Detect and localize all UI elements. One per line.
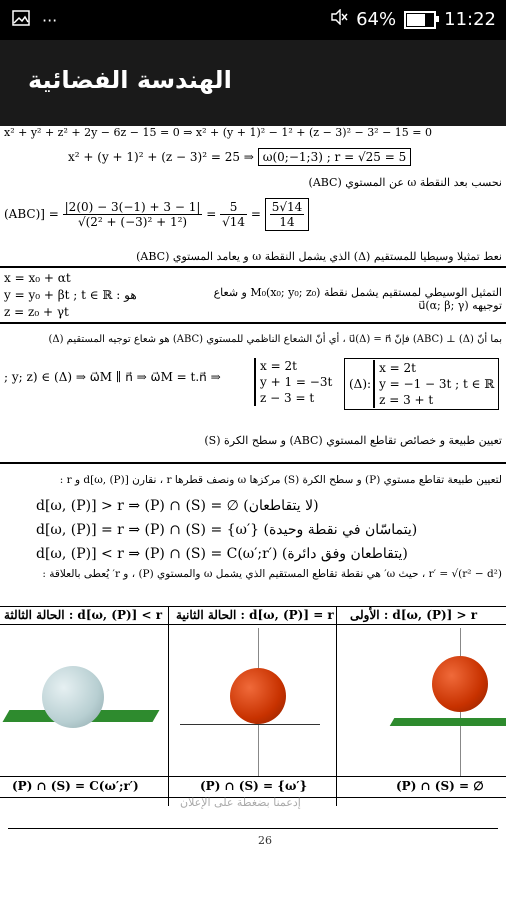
- case-3-heading: الحالة الثالثة : d[ω, (P)] < r: [4, 608, 163, 622]
- mute-icon: [330, 9, 348, 30]
- distance-text: نحسب بعد النقطة ω عن المستوي (ABC): [308, 176, 502, 189]
- eq-line-2-text: x² + (y + 1)² + (z − 3)² = 25 ⇒: [68, 150, 254, 164]
- case-2-heading: الحالة الثانية : d[ω, (P)] = r: [176, 608, 334, 622]
- divider: [0, 266, 506, 268]
- sphere-case-1: [432, 656, 488, 712]
- case-1-result: (P) ∩ (S) = ∅: [396, 779, 484, 793]
- sys2-x: x = 2t: [379, 361, 416, 375]
- divider: [0, 322, 506, 324]
- sys1-y: y + 1 = −3t: [260, 375, 333, 389]
- distance-den: √(2² + (−3)² + 1²): [77, 215, 188, 229]
- distance-fraction: [63, 200, 203, 229]
- case-bullet-2: d[ω, (P)] = r ⇒ (P) ∩ (S) = {ω′} (يتماسّان في نقطة وحيدة): [36, 522, 418, 538]
- battery-percent: 64%: [356, 9, 397, 30]
- intersection-intro: لتعيين طبيعة تقاطع مستوي (P) و سطح الكرة (S) مركزها ω ونصف قطرها r ، نقارن d[ω, (P)] و r :: [59, 474, 502, 486]
- sys1-x: x = 2t: [260, 359, 297, 373]
- plane-case-1: [390, 718, 506, 726]
- distance-den-2: √14: [222, 215, 246, 229]
- param-z: z = z₀ + γt: [4, 305, 69, 319]
- orthogonal-text: بما أنّ (Δ) ⊥ (ABC) فإنّ u⃗(Δ) = n⃗ ، أي أنّ الشعاع الناظمي للمستوي (ABC) هو شعاع توجيه المستقيم (Δ): [48, 334, 502, 345]
- distance-formula: [4, 198, 309, 231]
- figure-foot-border: [0, 776, 506, 777]
- param-x: x = x₀ + αt: [4, 271, 71, 285]
- line-system-result: [344, 358, 499, 410]
- case-bullet-3: d[ω, (P)] < r ⇒ (P) ∩ (S) = C(ω′;r′) (يتقاطعان وفق دائرة): [36, 546, 408, 562]
- divider: [0, 462, 506, 464]
- more-icon: ···: [42, 10, 58, 30]
- case-1-heading: الأولى : d[ω, (P)] > r: [350, 608, 478, 622]
- status-bar: [0, 0, 506, 40]
- ad-banner-text[interactable]: إدعمنا بضغطة على الإعلان: [180, 796, 301, 809]
- page-footer-rule: [8, 828, 498, 829]
- eq-line-2-result: ω(0;−1;3) ; r = √25 = 5: [258, 148, 412, 166]
- sys2-z: z = 3 + t: [379, 393, 434, 407]
- distance-result-den: 14: [279, 215, 295, 229]
- app-bar: [0, 40, 506, 126]
- line-derivation: ; y; z) ∈ (Δ) ⇒ ω⃗M ∥ n⃗ ⇒ ω⃗M = t.n⃗ ⇒: [4, 370, 221, 384]
- cases-figure: [0, 606, 506, 806]
- intersection-title: تعيين طبيعة و خصائص تقاطع المستوي (ABC) و سطح الكرة (S): [204, 434, 502, 447]
- distance-result-num: 5√14: [271, 200, 303, 214]
- sys2-y: y = −1 − 3t ; t ∈ ℝ: [379, 377, 495, 391]
- distance-result: [265, 198, 310, 231]
- plane-case-2: [180, 724, 320, 725]
- distance-lhs: (ABC)] =: [4, 207, 59, 221]
- figure-head-border: [0, 624, 506, 625]
- clock: 11:22: [444, 9, 496, 30]
- radius-formula: r′ = √(r² − d²) ، حيث ω′ هي نقطة تقاطع المستقيم الذي يشمل ω والمستوي (P) ، و r′ يُعطى بالعلاقة :: [42, 568, 502, 580]
- figure-top-border: [0, 606, 506, 607]
- distance-num: |2(0) − 3(−1) + 3 − 1|: [64, 200, 201, 214]
- document-page[interactable]: [0, 126, 506, 900]
- page-title: الهندسة الفضائية: [28, 66, 232, 94]
- distance-num-2: 5: [220, 200, 247, 215]
- distance-eq: =: [206, 207, 217, 221]
- case-2-result: (P) ∩ (S) = {ω′}: [200, 779, 308, 793]
- sys1-z: z − 3 = t: [260, 391, 315, 405]
- page-number: 26: [258, 834, 272, 847]
- sphere-case-3: [42, 666, 104, 728]
- case-bullet-1: d[ω, (P)] > r ⇒ (P) ∩ (S) = ∅ (لا يتقاطعان): [36, 498, 319, 514]
- eq-line-1: x² + y² + z² + 2y − 6z − 15 = 0 ⇒ x² + (y + 1)² − 1² + (z − 3)² − 3² − 15 = 0: [4, 126, 433, 139]
- line-repr-title: نعط تمثيلا وسيطيا للمستقيم (Δ) الذي يشمل النقطة ω و يعامد المستوي (ABC): [136, 250, 502, 263]
- distance-fraction-2: [220, 200, 247, 229]
- param-description: التمثيل الوسيطي لمستقيم يشمل نقطة M₀(x₀; y₀; z₀) و شعاع توجيهه u⃗(α; β; γ): [213, 286, 502, 312]
- line-system-2: [373, 360, 494, 408]
- line-label: (Δ):: [349, 377, 372, 391]
- eq-line-2: [68, 148, 411, 166]
- line-system-1: [254, 358, 332, 406]
- battery-icon: [404, 11, 436, 29]
- case-3-result: (P) ∩ (S) = C(ω′;r′): [12, 779, 139, 793]
- image-icon: [12, 10, 30, 30]
- param-system: [4, 270, 137, 321]
- sphere-case-2: [230, 668, 286, 724]
- distance-eq-2: =: [250, 207, 261, 221]
- param-y: y = y₀ + βt ; t ∈ ℝ : هو: [4, 288, 137, 302]
